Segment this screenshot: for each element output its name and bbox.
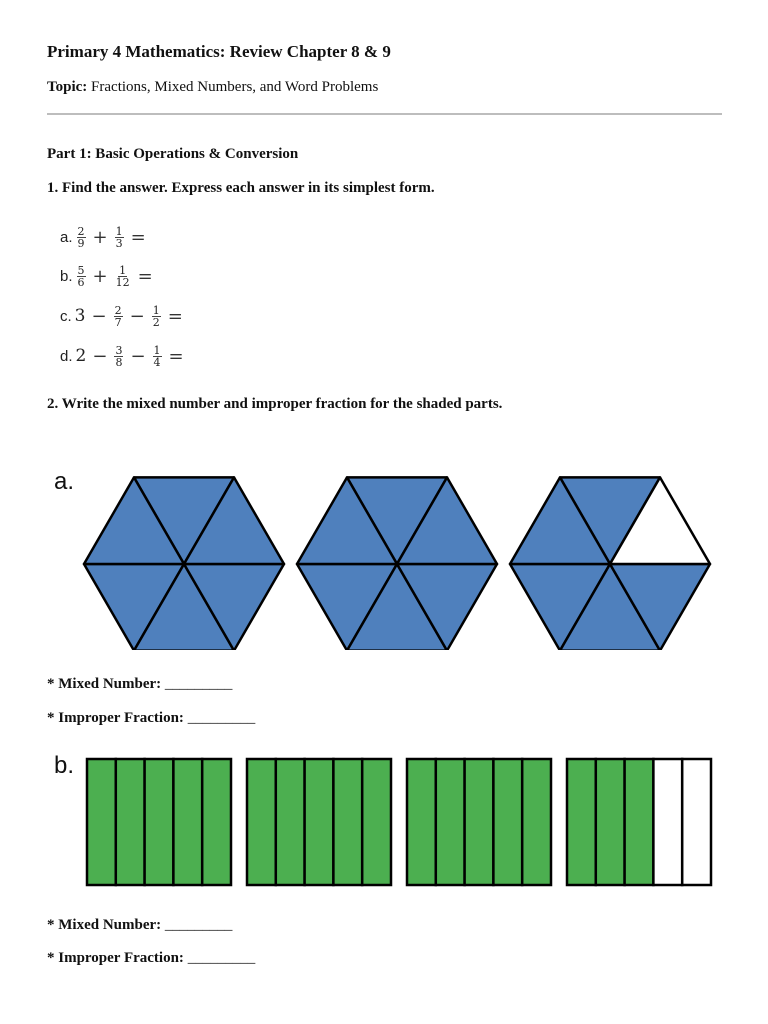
numerator: 2	[114, 303, 122, 317]
header-divider	[47, 113, 722, 115]
hexagon-2	[297, 477, 497, 650]
denominator: 4	[153, 355, 161, 369]
denominator: 3	[115, 236, 123, 250]
denominator: 12	[115, 275, 130, 289]
operator: −	[129, 305, 145, 327]
shaded-strip	[202, 759, 231, 885]
figure-b-improper-fraction	[47, 950, 255, 967]
fraction	[77, 265, 86, 288]
mixed-number-blank[interactable]: _________	[164, 917, 233, 933]
problem-label: b.	[60, 267, 73, 285]
numerator: 3	[115, 343, 123, 357]
operator: −	[91, 305, 107, 327]
equals-sign: =	[137, 265, 153, 287]
numerator: 2	[77, 224, 85, 238]
figure-a-hexagons	[80, 474, 720, 650]
problem-a	[60, 220, 152, 254]
operator: +	[92, 226, 108, 248]
improper-fraction-blank[interactable]: _________	[187, 710, 256, 726]
equals-sign: =	[167, 305, 183, 327]
numerator: 1	[152, 303, 160, 317]
problem-label: a.	[60, 228, 73, 246]
denominator: 8	[115, 355, 123, 369]
whole-number: 2	[75, 346, 87, 366]
denominator: 7	[114, 315, 122, 329]
shaded-strip	[87, 759, 116, 885]
rectangle-3	[407, 759, 551, 885]
fraction	[77, 226, 86, 249]
numerator: 1	[119, 263, 127, 277]
part1-heading: Part 1: Basic Operations & Conversion	[47, 146, 299, 162]
problem-label: d.	[60, 347, 73, 365]
unshaded-strip	[653, 759, 682, 885]
equals-sign: =	[130, 226, 146, 248]
denominator: 6	[77, 275, 85, 289]
improper-fraction-label: * Improper Fraction:	[47, 710, 184, 726]
fraction	[115, 226, 124, 249]
improper-fraction-label: * Improper Fraction:	[47, 950, 184, 966]
hexagon-1	[84, 477, 284, 650]
problem-label: c.	[60, 307, 72, 325]
shaded-strip	[436, 759, 465, 885]
topic-value: Fractions, Mixed Numbers, and Word Problems	[91, 79, 379, 95]
fraction	[153, 345, 162, 368]
fraction	[114, 305, 123, 328]
denominator: 9	[77, 236, 85, 250]
unshaded-strip	[682, 759, 711, 885]
shaded-strip	[407, 759, 436, 885]
fraction	[152, 305, 161, 328]
shaded-strip	[522, 759, 551, 885]
figure-b-label: b.	[54, 752, 75, 779]
shaded-strip	[173, 759, 202, 885]
equals-sign: =	[168, 345, 184, 367]
mixed-number-label: * Mixed Number:	[47, 917, 162, 933]
mixed-number-label: * Mixed Number:	[47, 676, 162, 692]
denominator: 2	[152, 315, 160, 329]
mixed-number-blank[interactable]: _________	[164, 676, 233, 692]
shaded-strip	[145, 759, 174, 885]
shaded-strip	[465, 759, 494, 885]
figure-b-rectangles	[84, 756, 714, 888]
whole-number: 3	[74, 306, 86, 326]
shaded-strip	[305, 759, 334, 885]
problem-b	[60, 259, 159, 293]
rectangle-4	[567, 759, 711, 885]
numerator: 5	[77, 263, 85, 277]
shaded-strip	[362, 759, 391, 885]
fraction	[114, 345, 123, 368]
fraction	[115, 265, 131, 288]
numerator: 1	[153, 343, 161, 357]
shaded-strip	[625, 759, 654, 885]
figure-b-mixed-number	[47, 917, 232, 934]
numerator: 1	[115, 224, 123, 238]
shaded-strip	[567, 759, 596, 885]
topic-line	[47, 79, 378, 96]
figure-a-label: a.	[54, 468, 75, 495]
question-2: 2. Write the mixed number and improper fraction for the shaded parts.	[47, 396, 503, 412]
figure-a-improper-fraction	[47, 710, 255, 727]
shaded-strip	[276, 759, 305, 885]
hexagon-3	[510, 477, 710, 650]
figure-a-mixed-number	[47, 676, 232, 693]
topic-label: Topic:	[47, 79, 88, 95]
operator: −	[130, 345, 146, 367]
page-title: Primary 4 Mathematics: Review Chapter 8 & 9	[47, 42, 391, 61]
question-1: 1. Find the answer. Express each answer in its simplest form.	[47, 180, 435, 196]
improper-fraction-blank[interactable]: _________	[187, 950, 256, 966]
shaded-strip	[333, 759, 362, 885]
rectangle-2	[247, 759, 391, 885]
shaded-strip	[247, 759, 276, 885]
problem-c	[60, 299, 189, 333]
rectangle-1	[87, 759, 231, 885]
shaded-strip	[596, 759, 625, 885]
problem-d	[60, 339, 190, 373]
shaded-strip	[493, 759, 522, 885]
operator: +	[92, 265, 108, 287]
operator: −	[92, 345, 108, 367]
shaded-strip	[116, 759, 145, 885]
